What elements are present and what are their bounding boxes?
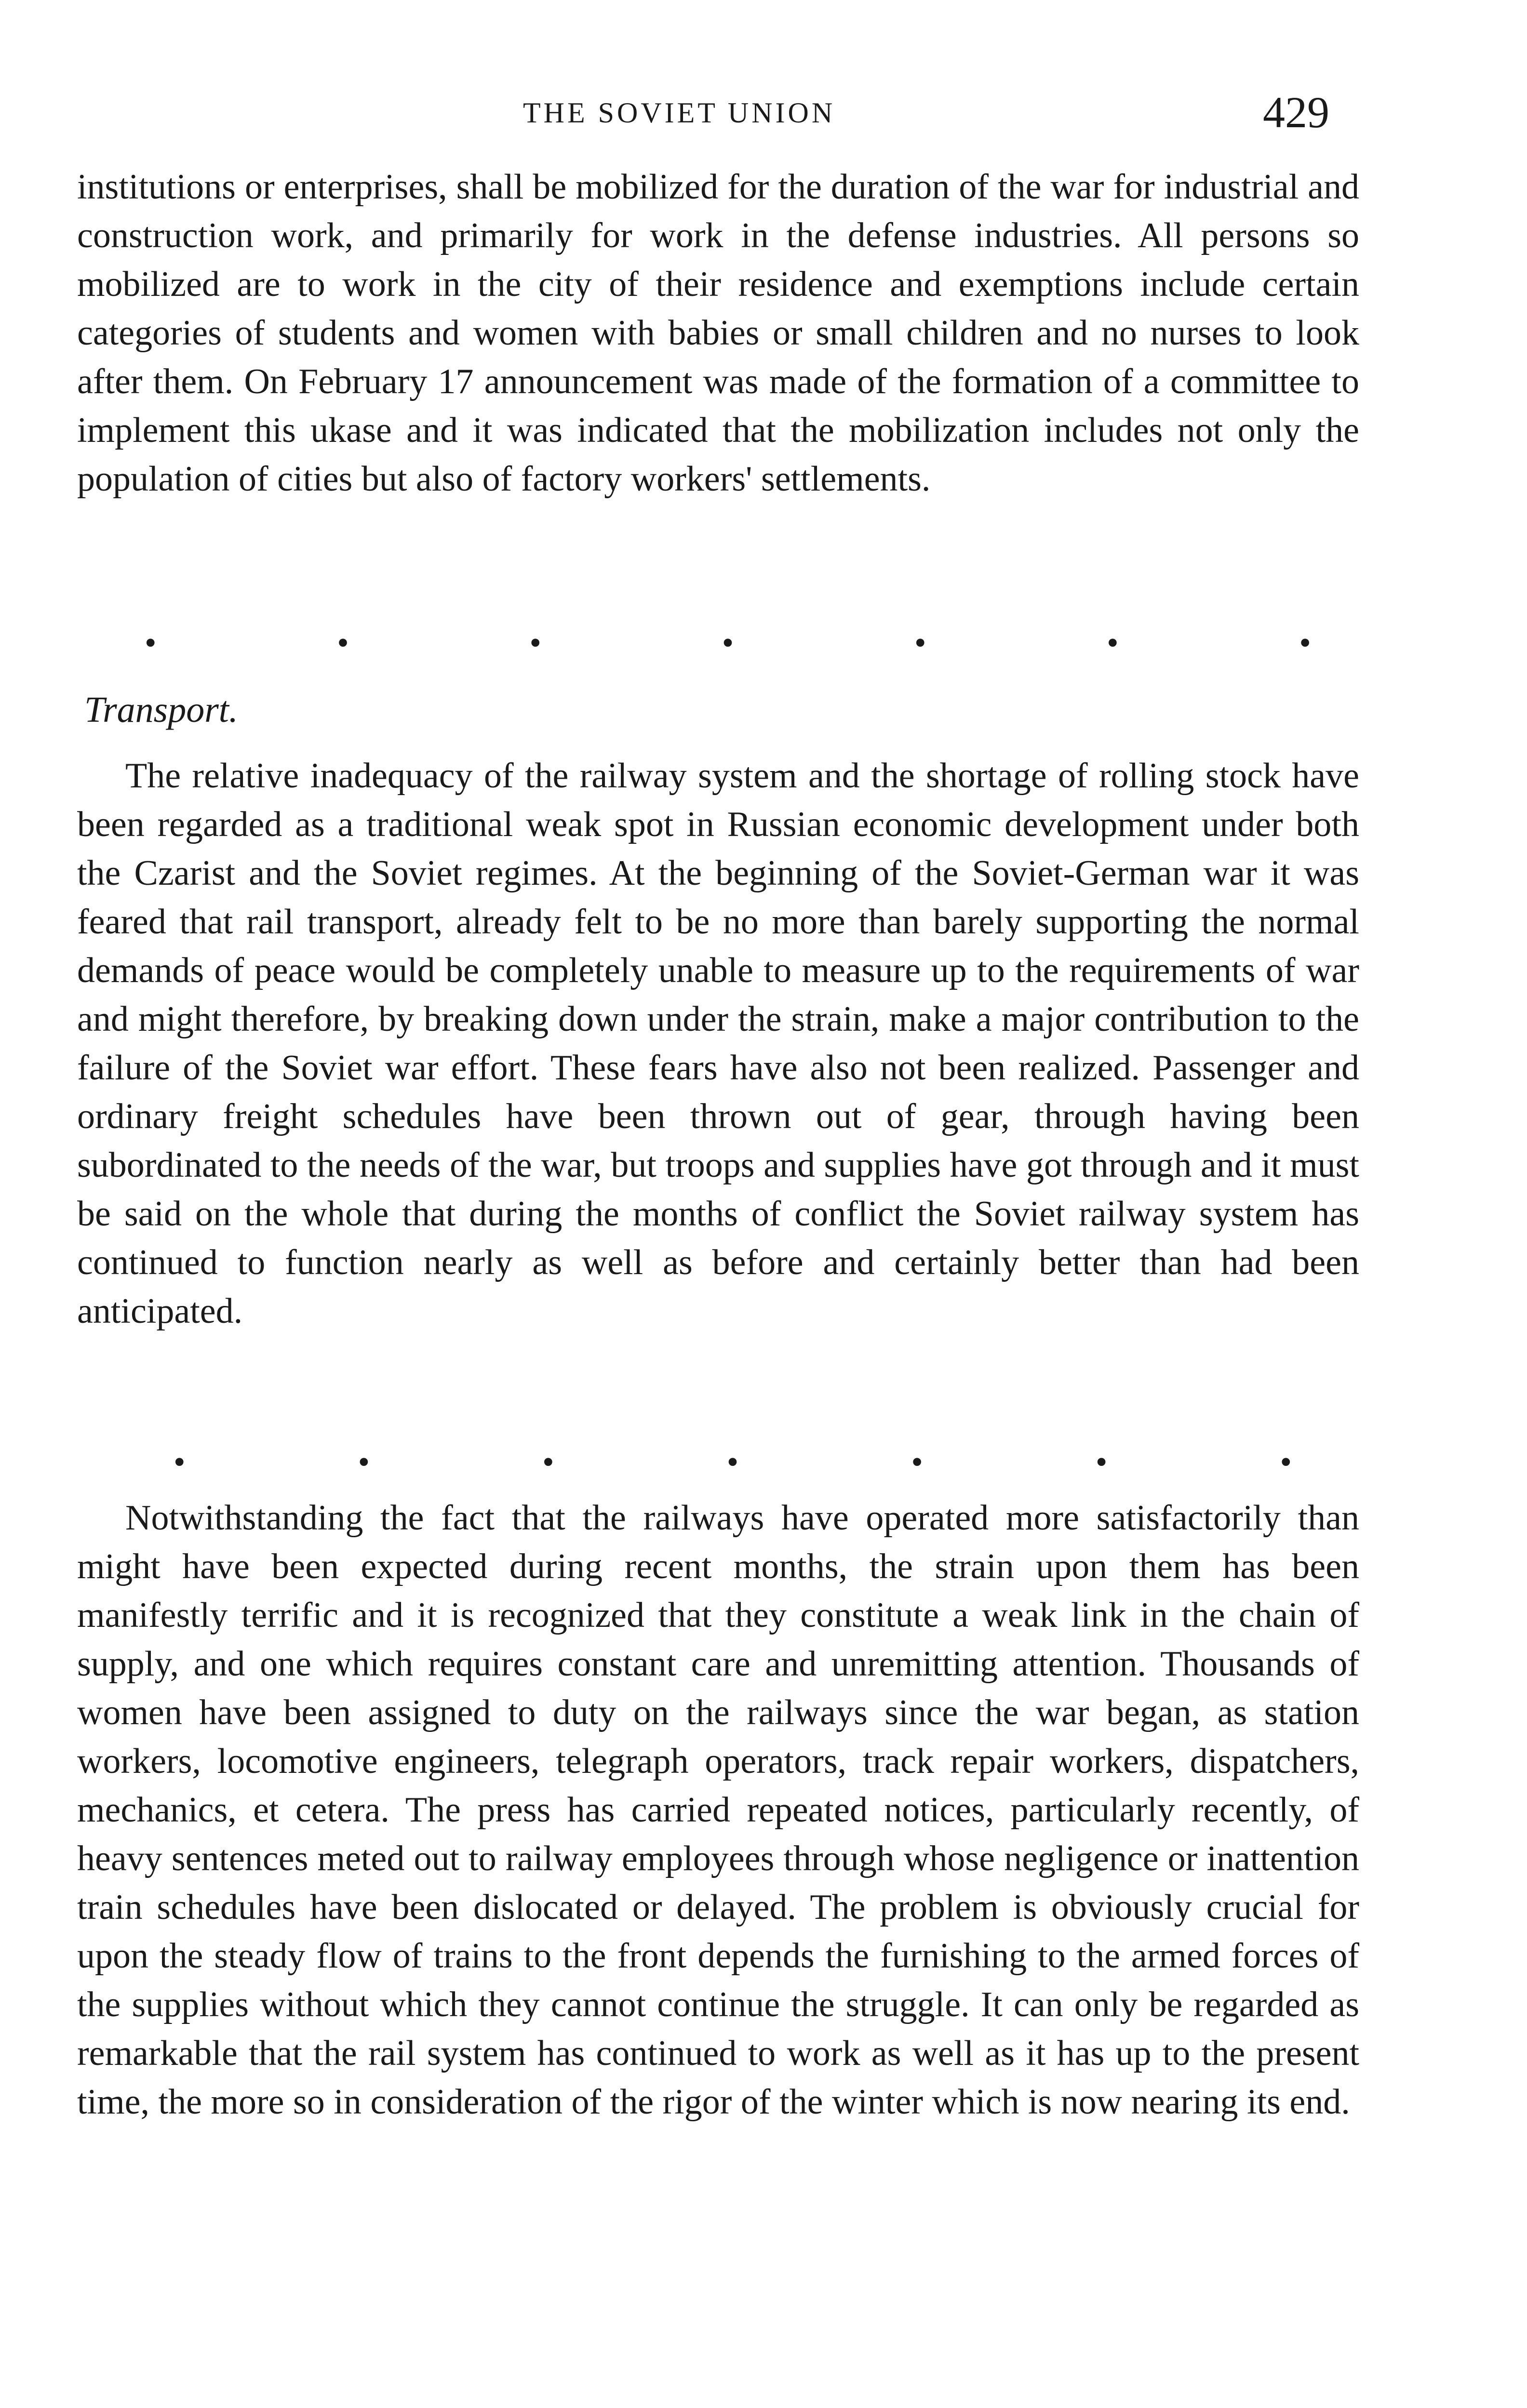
paragraph-railway-strain: Notwithstanding the fact that the railways have operated more satisfactorily than might have been expected during recent months, the strain upon them has been manifestly terrific and it is recognized that they constitute a weak link in the chain of supply, and one which requires constant care and unremitting attention. Thousands of women have been assigned to duty on the railways since the war began, as station workers, locomotive engineers, telegraph operators, track repair workers, dispatchers, mechanics, et cetera. The press has carried repeated notices, particularly recently, of heavy sentences meted out to railway employees through whose negligence or inattention train schedules have been dislocated or delayed. The problem is obviously crucial for upon the steady flow of trains to the front depends the furnishing to the armed forces of the supplies without which they cannot continue the struggle. It can only be regarded as remarkable that the rail system has continued to work as well as it has up to the present time, the more so in consideration of the rigor of the winter which is now nearing its end. <box>77 1498 1359 2122</box>
ellipsis-dot: • <box>911 1444 923 1481</box>
ellipsis-dot: • <box>358 1444 370 1481</box>
page-number: 429 <box>1263 88 1329 137</box>
ellipsis-dot: • <box>1280 1444 1292 1481</box>
ellipsis-dot: • <box>529 625 541 662</box>
ellipsis-dot: • <box>1299 625 1311 662</box>
ellipsis-dot: • <box>722 625 734 662</box>
ellipsis-dot: • <box>145 625 157 662</box>
ellipsis-dot: • <box>1107 625 1119 662</box>
paragraph-railway-inadequacy: The relative inadequacy of the railway system and the shortage of rolling stock have been regarded as a traditional weak spot in Russian economic development under both the Czarist and the Soviet regimes. At the beginning of the Soviet-German war it was feared that rail transport, already felt to be no more than barely supporting the normal demands of peace would be completely unable to measure up to the requirements of war and might therefore, by breaking down under the strain, make a major contribution to the failure of the Soviet war effort. These fears have also not been realized. Passenger and ordinary freight schedules have been thrown out of gear, through having been subordinated to the needs of the war, but troops and supplies have got through and it must be said on the whole that during the months of conflict the Soviet railway system has continued to function nearly as well as before and certainly better than had been anticipated. <box>77 756 1359 1331</box>
ellipsis-dot: • <box>542 1444 554 1481</box>
section-heading: Transport. <box>84 690 238 730</box>
running-header <box>0 87 1527 145</box>
ellipsis-separator <box>174 1446 1292 1479</box>
running-title: THE SOVIET UNION <box>523 97 836 129</box>
ellipsis-dot: • <box>337 625 349 662</box>
paragraph-mobilization: institutions or enterprises, shall be mobilized for the duration of the war for industrial and construction work, and primarily for work in the defense industries. All persons so mobilized are to work in the city of their residence and exemptions include certain categories of students and women with babies or small children and no nurses to look after them. On February 17 announcement was made of the formation of a committee to implement this ukase and it was indicated that the mobilization includes not only the population of cities but also of factory workers' settlements. <box>77 167 1359 499</box>
ellipsis-dot: • <box>1095 1444 1108 1481</box>
ellipsis-dot: • <box>914 625 926 662</box>
ellipsis-dot: • <box>174 1444 186 1481</box>
ellipsis-separator <box>145 626 1311 660</box>
ellipsis-dot: • <box>726 1444 739 1481</box>
